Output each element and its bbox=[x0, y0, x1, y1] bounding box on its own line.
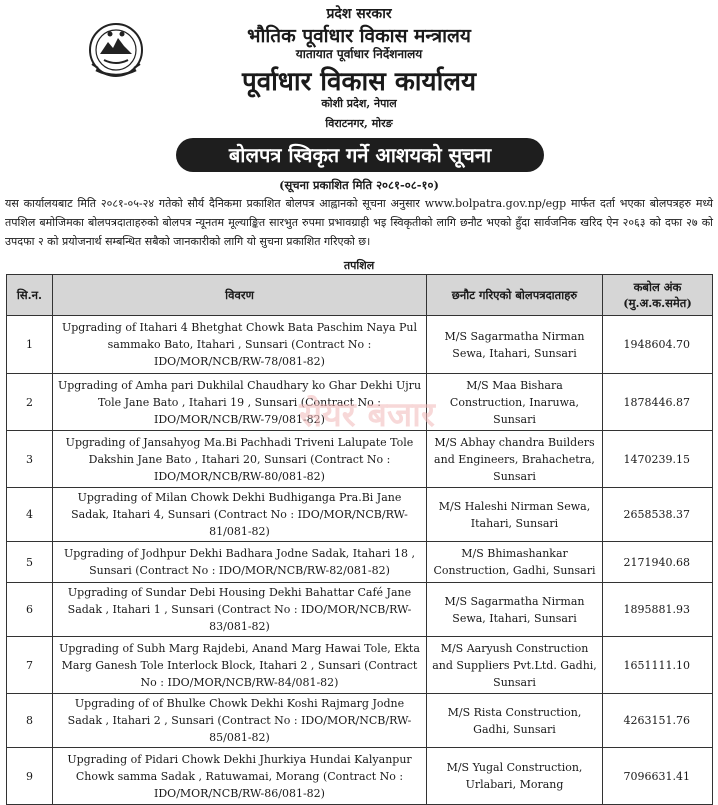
notice-intro-paragraph: यस कार्यालयबाट मिति २०८१-०५-२४ गतेको सौर्य दैनिकमा प्रकाशित बोलपत्र आह्वानको सूचना अनुसार www.bolpatra.gov.np/egp मार्फत दर्ता भएका बोलपत्रहरु मध्ये तपशिल बमोजिमका बोलपत्रदाताहरुको बोलपत्र न्यूनतम मूल्याङ्कित सारभुत रुपमा प्रभावग्राही भइ स्विकृतीको लागि छनौट भएको हुँदा सार्वजनिक खरिद ऐन २०६३ को दफा २७ को उपदफा २ को प्रयोजनार्थ सम्बन्धित सबैको जानकारीको लागि यो सुचना प्रकाशित गरिएको छ। bbox=[5, 197, 713, 248]
office-location: विराटनगर, मोरङ bbox=[325, 117, 393, 130]
cell-description: Upgrading of Jansahyog Ma.Bi Pachhadi Triveni Lalupate Tole Dakshin Jane Bato , Itahari 20, Sunsari (Contract No : IDO/MOR/NCB/RW-80/081-82) bbox=[53, 431, 427, 488]
cell-sn: 9 bbox=[7, 748, 53, 805]
cell-bidder: M/S Aaryush Construction and Suppliers Pvt.Ltd. Gadhi, Sunsari bbox=[427, 637, 603, 694]
table-row bbox=[7, 316, 713, 374]
watermark-text: सेयर बजार bbox=[299, 395, 435, 435]
cell-amount: 2658538.37 bbox=[603, 488, 713, 542]
table-row bbox=[7, 488, 713, 542]
cell-sn: 1 bbox=[7, 316, 53, 374]
table-row bbox=[7, 583, 713, 637]
cell-bidder: M/S Yugal Construction, Urlabari, Morang bbox=[427, 748, 603, 805]
office-name: पूर्वाधार विकास कार्यालय bbox=[241, 67, 477, 97]
published-date: (सूचना प्रकाशित मिति २०८१-०८-१०) bbox=[279, 178, 439, 192]
notice-header bbox=[0, 0, 718, 175]
office-province: कोशी प्रदेश, नेपाल bbox=[321, 97, 397, 110]
cell-amount: 1895881.93 bbox=[603, 583, 713, 637]
cell-bidder: M/S Haleshi Nirman Sewa, Itahari, Sunsari bbox=[427, 488, 603, 542]
cell-description: Upgrading of Sundar Debi Housing Dekhi Bahattar Café Jane Sadak , Itahari 1 , Sunsari (Contract No : IDO/MOR/NCB/RW-83/081-82) bbox=[53, 583, 427, 637]
cell-amount: 1651111.10 bbox=[603, 637, 713, 694]
province-government: प्रदेश सरकार bbox=[326, 6, 392, 22]
cell-amount: 4263151.76 bbox=[603, 694, 713, 748]
cell-sn: 6 bbox=[7, 583, 53, 637]
table-row bbox=[7, 542, 713, 583]
cell-bidder: M/S Abhay chandra Builders and Engineers, Brahachetra, Sunsari bbox=[427, 431, 603, 488]
cell-sn: 3 bbox=[7, 431, 53, 488]
cell-bidder: M/S Sagarmatha Nirman Sewa, Itahari, Sunsari bbox=[427, 583, 603, 637]
notice-title-banner: बोलपत्र स्विकृत गर्ने आशयको सूचना bbox=[176, 138, 544, 172]
cell-description: Upgrading of Subh Marg Rajdebi, Anand Marg Hawai Tole, Ekta Marg Ganesh Tole Interlock Block, Itahari 2 , Sunsari (Contract No : IDO/MOR/NCB/RW-84/081-82) bbox=[53, 637, 427, 694]
cell-description: Upgrading of Itahari 4 Bhetghat Chowk Bata Paschim Naya Pul sammako Bato, Itahari , Sunsari (Contract No : IDO/MOR/NCB/RW-78/081-82) bbox=[53, 316, 427, 374]
cell-amount: 7096631.41 bbox=[603, 748, 713, 805]
schedule-heading: तपशिल bbox=[343, 259, 375, 272]
column-header-bidder: छनौट गरिएको बोलपत्रदाताहरु bbox=[427, 275, 603, 316]
cell-sn: 8 bbox=[7, 694, 53, 748]
ministry-name: भौतिक पूर्वाधार विकास मन्त्रालय bbox=[247, 25, 471, 47]
directorate-name: यातायात पूर्वाधार निर्देशनालय bbox=[295, 47, 423, 61]
cell-bidder: M/S Rista Construction, Gadhi, Sunsari bbox=[427, 694, 603, 748]
column-header-amount: कबोल अंक (मु.अ.क.समेत) bbox=[603, 275, 713, 316]
table-row bbox=[7, 748, 713, 805]
table-row bbox=[7, 431, 713, 488]
cell-sn: 5 bbox=[7, 542, 53, 583]
column-header-description: विवरण bbox=[53, 275, 427, 316]
cell-description: Upgrading of Amha pari Dukhilal Chaudhary ko Ghar Dekhi Ujru Tole Jane Bato , Itahari 19 , Sunsari (Contract No : IDO/MOR/NCB/RW-79/081-82) bbox=[53, 374, 427, 431]
table-row bbox=[7, 637, 713, 694]
cell-sn: 2 bbox=[7, 374, 53, 431]
contracts-table bbox=[6, 274, 713, 805]
cell-amount: 1470239.15 bbox=[603, 431, 713, 488]
column-header-sn: सि.न. bbox=[7, 275, 53, 316]
table-body bbox=[7, 316, 713, 805]
cell-amount: 1948604.70 bbox=[603, 316, 713, 374]
cell-description: Upgrading of of Bhulke Chowk Dekhi Koshi Rajmarg Jodne Sadak , Itahari 2 , Sunsari (Contract No : IDO/MOR/NCB/RW-85/081-82) bbox=[53, 694, 427, 748]
cell-sn: 4 bbox=[7, 488, 53, 542]
cell-description: Upgrading of Jodhpur Dekhi Badhara Jodne Sadak, Itahari 18 , Sunsari (Contract No : IDO/MOR/NCB/RW-82/081-82) bbox=[53, 542, 427, 583]
table-row bbox=[7, 374, 713, 431]
cell-sn: 7 bbox=[7, 637, 53, 694]
cell-amount: 1878446.87 bbox=[603, 374, 713, 431]
cell-bidder: M/S Bhimashankar Construction, Gadhi, Sunsari bbox=[427, 542, 603, 583]
cell-description: Upgrading of Milan Chowk Dekhi Budhiganga Pra.Bi Jane Sadak, Itahari 4, Sunsari (Contract No : IDO/MOR/NCB/RW-81/081-82) bbox=[53, 488, 427, 542]
cell-bidder: M/S Maa Bishara Construction, Inaruwa, Sunsari bbox=[427, 374, 603, 431]
table-header-row bbox=[7, 275, 713, 316]
table-row bbox=[7, 694, 713, 748]
cell-description: Upgrading of Pidari Chowk Dekhi Jhurkiya Hundai Kalyanpur Chowk samma Sadak , Ratuwamai, Morang (Contract No : IDO/MOR/NCB/RW-86/081-82) bbox=[53, 748, 427, 805]
cell-bidder: M/S Sagarmatha Nirman Sewa, Itahari, Sunsari bbox=[427, 316, 603, 374]
cell-amount: 2171940.68 bbox=[603, 542, 713, 583]
